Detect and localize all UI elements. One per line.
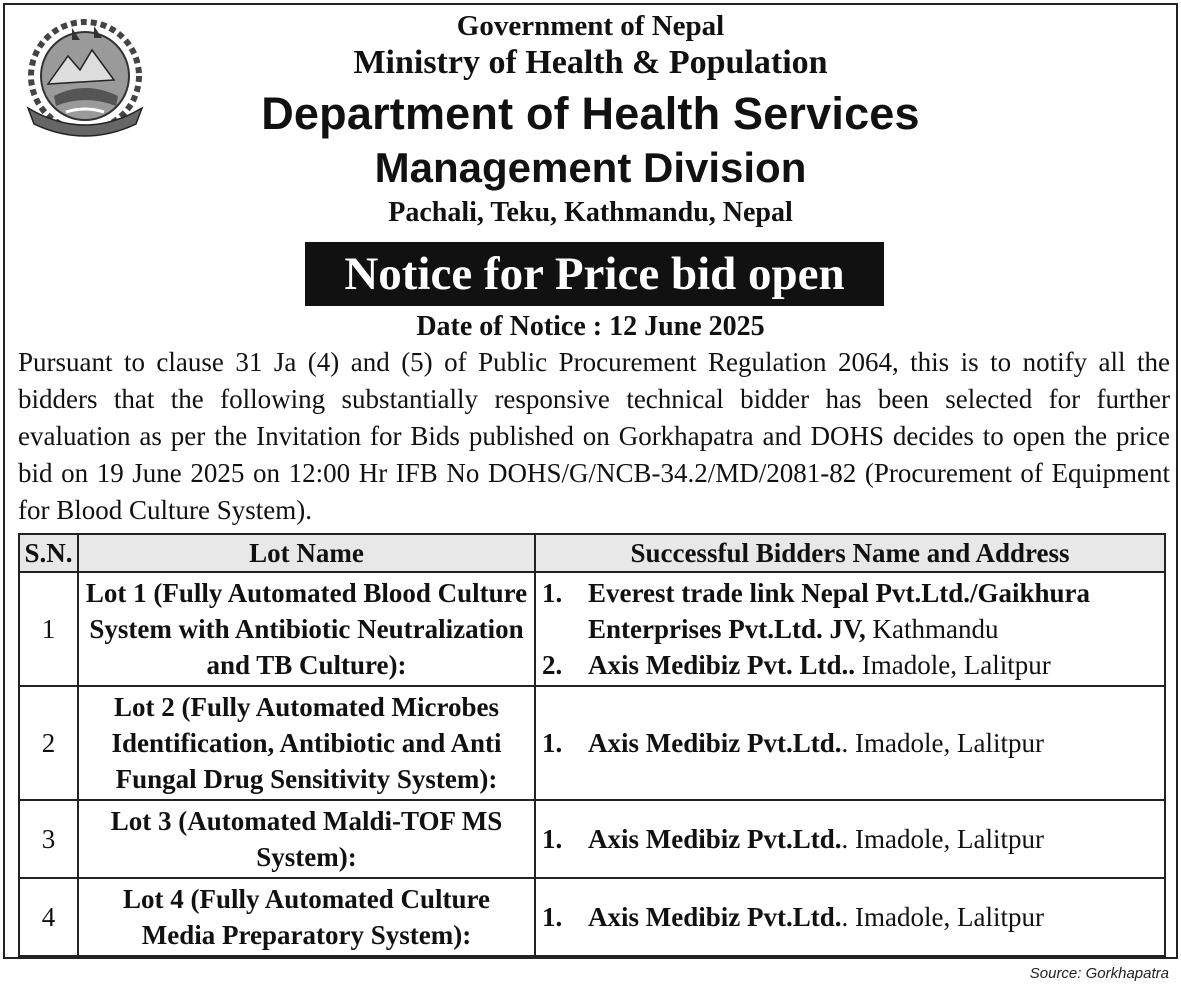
bidder-name: Axis Medibiz Pvt.Ltd. [588, 824, 842, 854]
row-sn: 1 [19, 572, 78, 686]
row-bidders [535, 686, 1165, 800]
bidder-address: Kathmandu [865, 614, 999, 644]
bidder-address: . Imadole, Lalitpur [841, 728, 1044, 758]
bidder-text [588, 899, 1044, 935]
row-sn: 2 [19, 686, 78, 800]
row-lot: Lot 1 (Fully Automated Blood Culture System with Antibiotic Neutralization and TB Culture): [78, 572, 535, 686]
row-lot: Lot 2 (Fully Automated Microbes Identification, Antibiotic and Anti Fungal Drug Sensitivity System): [78, 686, 535, 800]
bidder-text [588, 575, 1164, 647]
bidder-address: Imadole, Lalitpur [855, 650, 1051, 680]
bidder-address: . Imadole, Lalitpur [841, 902, 1044, 932]
department-line: Department of Health Services [261, 88, 920, 139]
header-lot-name: Lot Name [78, 534, 535, 572]
bidder-entry [542, 821, 1164, 857]
bidder-entry [542, 899, 1164, 935]
row-bidders [535, 572, 1165, 686]
row-lot: Lot 4 (Fully Automated Culture Media Preparatory System): [78, 878, 535, 956]
bidder-name: Axis Medibiz Pvt.Ltd. [588, 728, 842, 758]
bidder-number: 1. [542, 824, 563, 854]
bidder-name: Everest trade link Nepal Pvt.Ltd./Gaikhura Enterprises Pvt.Ltd. JV, [588, 578, 1091, 644]
bidder-text [588, 647, 1051, 683]
notice-title: Notice for Price bid open [305, 242, 884, 306]
table-row [19, 800, 1165, 878]
date-of-notice: Date of Notice : 12 June 2025 [416, 311, 765, 342]
ministry-line: Ministry of Health & Population [353, 44, 828, 81]
bidder-name: Axis Medibiz Pvt. Ltd.. [588, 650, 855, 680]
bidder-text [588, 725, 1044, 761]
table-row [19, 572, 1165, 686]
table-row [19, 686, 1165, 800]
source-credit: Source: Gorkhapatra [1029, 965, 1169, 982]
notice-body: Pursuant to clause 31 Ja (4) and (5) of Public Procurement Regulation 2064, this is to notify all the bidders that the following substantially responsive technical bidder has been selected for further evaluation as per the Invitation for Bids published on Gorkhapatra and DOHS decides to open the price bid on 19 June 2025 on 12:00 Hr IFB No DOHS/G/NCB-34.2/MD/2081-82 (Procurement of Equipment for Blood Culture System). [18, 347, 1170, 525]
bidder-entry [542, 647, 1164, 683]
row-bidders [535, 800, 1165, 878]
government-line: Government of Nepal [456, 10, 725, 42]
bidder-number: 1. [542, 728, 563, 758]
division-line: Management Division [374, 144, 807, 191]
bidder-number: 1. [542, 578, 563, 608]
bidder-address: . Imadole, Lalitpur [841, 824, 1044, 854]
bidder-number: 1. [542, 902, 563, 932]
bidder-name: Axis Medibiz Pvt.Ltd. [588, 902, 842, 932]
row-sn: 3 [19, 800, 78, 878]
bidder-text [588, 821, 1044, 857]
row-bidders [535, 878, 1165, 956]
header-bidders: Successful Bidders Name and Address [535, 534, 1165, 572]
address-line: Pachali, Teku, Kathmandu, Nepal [388, 197, 793, 228]
bidder-entry [542, 725, 1164, 761]
table-row [19, 878, 1165, 956]
table-header-row [19, 534, 1165, 572]
bidder-entry [542, 575, 1164, 647]
bidder-number: 2. [542, 650, 563, 680]
header-sn: S.N. [19, 534, 78, 572]
row-sn: 4 [19, 878, 78, 956]
row-lot: Lot 3 (Automated Maldi-TOF MS System): [78, 800, 535, 878]
bidders-table [18, 533, 1166, 957]
